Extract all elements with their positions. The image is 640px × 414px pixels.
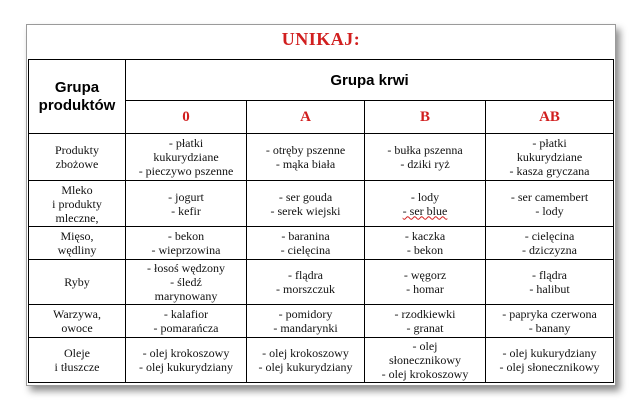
table-cell bbox=[247, 227, 365, 260]
document-card bbox=[26, 24, 616, 386]
table-row bbox=[29, 181, 614, 227]
table-cell bbox=[365, 227, 486, 260]
table-cell bbox=[247, 134, 365, 181]
row-label bbox=[29, 305, 126, 338]
cell-line: - mąka biała bbox=[275, 157, 336, 171]
row-label-line: zbożowe bbox=[55, 157, 99, 171]
cell-line: - płatki bbox=[168, 136, 204, 150]
row-label bbox=[29, 260, 126, 305]
table-cell bbox=[365, 338, 486, 383]
table-cell bbox=[247, 260, 365, 305]
cell-line: - lody bbox=[410, 189, 440, 204]
cell-line: - lody bbox=[535, 203, 564, 218]
table-cell bbox=[126, 305, 247, 338]
table-row bbox=[29, 305, 614, 338]
table-cell bbox=[486, 134, 614, 181]
row-label-line: mleczne, bbox=[55, 210, 99, 225]
cell-line: - olej kukurydziany bbox=[258, 360, 353, 374]
table-row bbox=[29, 227, 614, 260]
table-cell bbox=[365, 134, 486, 181]
table-row bbox=[29, 338, 614, 383]
cell-line: marynowany bbox=[154, 289, 218, 303]
cell-line: - banany bbox=[528, 321, 571, 335]
cell-line: - łosoś wędzony bbox=[147, 261, 225, 275]
product-group-header bbox=[29, 60, 126, 134]
row-label-line: Mięso, bbox=[60, 229, 94, 243]
cell-line: - dziczyzna bbox=[522, 243, 577, 257]
table-cell bbox=[365, 305, 486, 338]
cell-line: - płatki bbox=[532, 136, 567, 150]
row-label-line: Produkty bbox=[54, 143, 99, 157]
cell-line: - morszczuk bbox=[276, 282, 335, 296]
cell-line: - olej krokoszowy bbox=[262, 346, 349, 360]
table-cell bbox=[486, 260, 614, 305]
cell-line: - węgorz bbox=[403, 268, 447, 282]
table-cell bbox=[486, 181, 614, 227]
table-cell bbox=[247, 305, 365, 338]
cell-line: - śledź bbox=[170, 275, 202, 289]
row-label-line: Oleje bbox=[64, 346, 90, 360]
cell-line: - olej krokoszowy bbox=[381, 367, 469, 381]
product-group-header-line2: produktów bbox=[38, 96, 116, 114]
cell-line: - rzodkiewki bbox=[394, 307, 456, 321]
table-cell bbox=[486, 227, 614, 260]
cell-line: - dziki ryż bbox=[400, 157, 450, 171]
cell-line: - ser blue bbox=[402, 203, 448, 218]
table-cell bbox=[365, 260, 486, 305]
table-cell bbox=[486, 338, 614, 383]
cell-line: - papryka czerwona bbox=[502, 307, 597, 321]
cell-line: - bekon bbox=[406, 243, 444, 257]
cell-line: - kasza gryczana bbox=[509, 164, 590, 178]
row-label-line: wędliny bbox=[57, 243, 97, 257]
cell-line: - wieprzowina bbox=[151, 243, 221, 257]
row-label bbox=[29, 181, 126, 227]
cell-line: - pomarańcza bbox=[153, 321, 219, 335]
cell-line: kukurydziane bbox=[516, 150, 583, 164]
table-row bbox=[29, 260, 614, 305]
cell-line: - olej słonecznikowy bbox=[499, 360, 600, 374]
row-label-line: Warzywa, bbox=[52, 307, 101, 321]
cell-line: - flądra bbox=[288, 268, 323, 282]
blood-type-0: 0 bbox=[126, 101, 247, 134]
cell-line: - baranina bbox=[281, 229, 330, 243]
row-label-line: Mleko bbox=[61, 182, 93, 197]
table-cell bbox=[486, 305, 614, 338]
table-cell bbox=[365, 181, 486, 227]
cell-line: - cielęcina bbox=[280, 243, 331, 257]
cell-line: kukurydziane bbox=[153, 150, 219, 164]
cell-line: - olej bbox=[412, 339, 438, 353]
cell-line: - kaczka bbox=[404, 229, 446, 243]
cell-line: - pomidory bbox=[278, 307, 333, 321]
cell-line: - pieczywo pszenne bbox=[138, 164, 234, 178]
table-cell bbox=[126, 260, 247, 305]
row-label-line: i produkty bbox=[52, 196, 102, 211]
cell-line: - halibut bbox=[529, 282, 570, 296]
cell-line: - granat bbox=[406, 321, 444, 335]
table-cell bbox=[126, 338, 247, 383]
row-label bbox=[29, 134, 126, 181]
cell-line: - otręby pszenne bbox=[265, 143, 346, 157]
cell-line: - serek wiejski bbox=[270, 203, 341, 218]
cell-line: - bekon bbox=[167, 229, 205, 243]
cell-line: - ser gouda bbox=[278, 189, 333, 204]
row-label bbox=[29, 227, 126, 260]
cell-line: słonecznikowy bbox=[389, 353, 461, 367]
table-cell bbox=[126, 134, 247, 181]
cell-line: - bułka pszenna bbox=[387, 143, 463, 157]
table-cell bbox=[247, 181, 365, 227]
table-cell bbox=[126, 181, 247, 227]
row-label bbox=[29, 338, 126, 383]
cell-line: - ser camembert bbox=[510, 189, 589, 204]
cell-line: - jogurt bbox=[168, 189, 204, 204]
cell-line: - homar bbox=[406, 282, 444, 296]
cell-line: - olej kukurydziany bbox=[139, 360, 233, 374]
cell-line: - mandarynki bbox=[273, 321, 338, 335]
blood-type-a: A bbox=[247, 101, 365, 134]
blood-type-ab: AB bbox=[486, 101, 614, 134]
page-title: UNIKAJ: bbox=[281, 29, 361, 49]
product-group-header-line1: Grupa bbox=[54, 78, 100, 96]
table-cell bbox=[247, 338, 365, 383]
table-row bbox=[29, 134, 614, 181]
cell-line: - kalafior bbox=[163, 307, 209, 321]
row-label-line: i tłuszcze bbox=[54, 360, 100, 374]
blood-type-food-table bbox=[28, 59, 614, 383]
cell-line: - olej krokoszowy bbox=[142, 346, 230, 360]
table-cell bbox=[126, 227, 247, 260]
cell-line: - olej kukurydziany bbox=[502, 346, 597, 360]
cell-line: - flądra bbox=[532, 268, 568, 282]
row-label-line: owoce bbox=[61, 321, 93, 335]
blood-group-header: Grupa krwi bbox=[126, 60, 614, 101]
blood-type-b: B bbox=[365, 101, 486, 134]
cell-line: - kefir bbox=[171, 203, 201, 218]
row-label-line: Ryby bbox=[64, 275, 90, 289]
cell-line: - cielęcina bbox=[524, 229, 575, 243]
